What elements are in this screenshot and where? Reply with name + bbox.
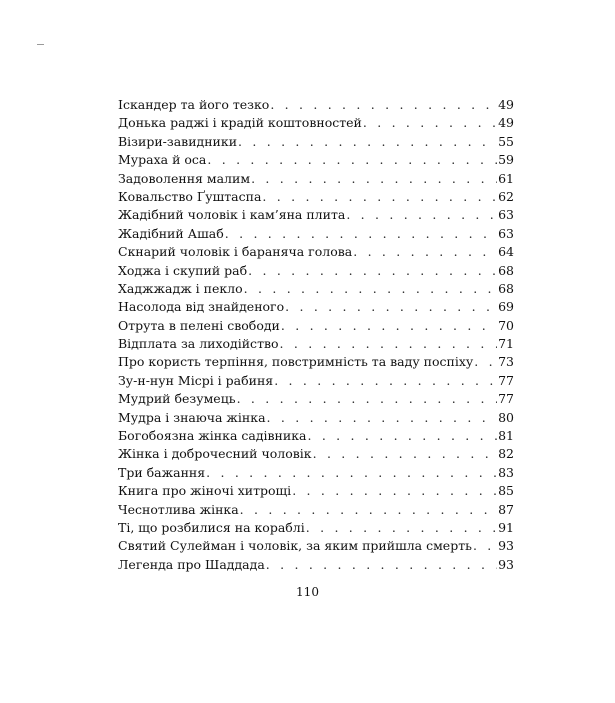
toc-entry [118, 445, 514, 463]
toc-entry [118, 188, 514, 206]
toc-entry-title: Богобоязна жінка садівника [118, 428, 307, 444]
toc-entry [118, 151, 514, 169]
toc-entry-page: 81 [498, 428, 514, 444]
toc-entry-title: Донька раджі і крадій коштовностей [118, 115, 362, 131]
toc-entry-title: Чеснотлива жінка [118, 501, 239, 517]
dot-leader [306, 519, 497, 537]
toc-entry-title: Жінка і доброчесний чоловік [118, 446, 312, 462]
toc-entry-page: 55 [498, 133, 514, 149]
dot-leader [281, 317, 497, 335]
toc-entry-title: Жадібний чоловік і кам’яна плита [118, 207, 346, 223]
dot-leader [267, 409, 498, 427]
dot-leader [244, 280, 497, 298]
dot-leader [262, 188, 497, 206]
toc-entry [118, 372, 514, 390]
toc-entry-page: 68 [498, 262, 514, 278]
toc-entry [118, 298, 514, 316]
toc-entry [118, 206, 514, 224]
toc-entry-page: 87 [498, 501, 514, 517]
toc-entry-title: Задоволення малим [118, 170, 251, 186]
dot-leader [285, 298, 497, 316]
toc-entry-title: Жадібний Ашаб [118, 225, 224, 241]
dot-leader [307, 427, 497, 445]
toc-entry [118, 317, 514, 335]
dot-leader [207, 151, 497, 169]
toc-entry [118, 170, 514, 188]
toc-entry [118, 482, 514, 500]
dot-leader [270, 96, 497, 114]
toc-entry-page: 93 [498, 538, 514, 554]
toc-entry-page: 63 [498, 207, 514, 223]
dot-leader [237, 390, 498, 408]
toc-entry-title: Зу-н-нун Місрі і рабиня [118, 372, 274, 388]
page-number: 110 [296, 585, 319, 599]
dot-leader [225, 225, 497, 243]
toc-entry-page: 69 [498, 299, 514, 315]
toc-entry-page: 62 [498, 188, 514, 204]
dot-leader [280, 335, 498, 353]
toc-entry-title: Іскандер та його тезко [118, 97, 270, 112]
toc-entry [118, 114, 514, 132]
toc-entry-page: 77 [498, 372, 514, 388]
toc-entry [118, 427, 514, 445]
toc-entry-title: Візири-завидники [118, 133, 238, 149]
toc-entry [118, 353, 514, 371]
toc-entry [118, 280, 514, 298]
toc-entry [118, 519, 514, 537]
toc-entry-title: Насолода від знайденого [118, 299, 285, 315]
toc-entry-page: 68 [498, 280, 514, 296]
toc-entry-page: 71 [498, 336, 514, 352]
toc-entry-title: Відплата за лиходійство [118, 336, 279, 352]
dot-leader [266, 556, 497, 574]
dot-leader [238, 133, 497, 151]
toc-entry-page: 49 [498, 115, 514, 131]
toc-entry-title: Три бажання [118, 464, 206, 480]
toc-entry [118, 133, 514, 151]
toc-entry-page: 82 [498, 446, 514, 462]
toc-entry-title: Легенда про Шаддада [118, 556, 265, 572]
toc-entry-page: 63 [498, 225, 514, 241]
corner-mark [37, 44, 44, 45]
toc-entry-page: 80 [498, 409, 514, 425]
toc-entry-title: Ті, що розбилися на кораблі [118, 519, 305, 535]
toc-entry [118, 409, 514, 427]
toc-entry-title: Ходжа і скупий раб [118, 262, 248, 278]
toc-entry-page: 64 [498, 244, 514, 260]
dot-leader [206, 464, 497, 482]
toc-entry [118, 556, 514, 574]
dot-leader [248, 262, 497, 280]
dot-leader [473, 537, 497, 555]
dot-leader [474, 353, 497, 371]
toc-entry-title: Отрута в пелені свободи [118, 317, 280, 333]
toc-entry [118, 537, 514, 555]
toc-entry [118, 243, 514, 261]
toc-entry-page: 91 [498, 519, 514, 535]
table-of-contents [118, 96, 514, 574]
toc-entry-page: 59 [498, 152, 514, 168]
toc-entry-page: 77 [498, 391, 514, 407]
toc-entry-page: 93 [498, 556, 514, 572]
toc-entry-title: Ковальство Ґуштаспа [118, 188, 262, 204]
toc-entry-page: 85 [498, 483, 514, 499]
toc-entry-title: Мураха й оса [118, 152, 207, 168]
toc-entry [118, 501, 514, 519]
dot-leader [346, 206, 497, 224]
dot-leader [292, 482, 497, 500]
dot-leader [251, 170, 497, 188]
toc-entry-page: 49 [498, 97, 514, 112]
toc-entry-page: 73 [498, 354, 514, 370]
toc-entry-title: Скнарий чоловік і бараняча голова [118, 244, 353, 260]
toc-entry-title: Хаджжадж і пекло [118, 280, 243, 296]
dot-leader [274, 372, 497, 390]
dot-leader [353, 243, 497, 261]
toc-entry [118, 225, 514, 243]
toc-entry-title: Мудрий безумець [118, 391, 236, 407]
toc-entry-page: 83 [498, 464, 514, 480]
toc-entry-page: 70 [498, 317, 514, 333]
toc-entry [118, 96, 514, 114]
toc-entry-title: Про користь терпіння, повстримність та ваду поспіху [118, 354, 474, 370]
dot-leader [240, 501, 497, 519]
toc-entry-title: Книга про жіночі хитрощі [118, 483, 292, 499]
toc-entry [118, 464, 514, 482]
toc-entry-title: Святий Сулейман і чоловік, за яким прийшла смерть [118, 538, 472, 554]
dot-leader [363, 114, 497, 132]
toc-entry [118, 335, 514, 353]
toc-entry [118, 390, 514, 408]
toc-entry-title: Мудра і знаюча жінка [118, 409, 266, 425]
toc-entry [118, 262, 514, 280]
dot-leader [313, 445, 498, 463]
toc-entry-page: 61 [498, 170, 514, 186]
